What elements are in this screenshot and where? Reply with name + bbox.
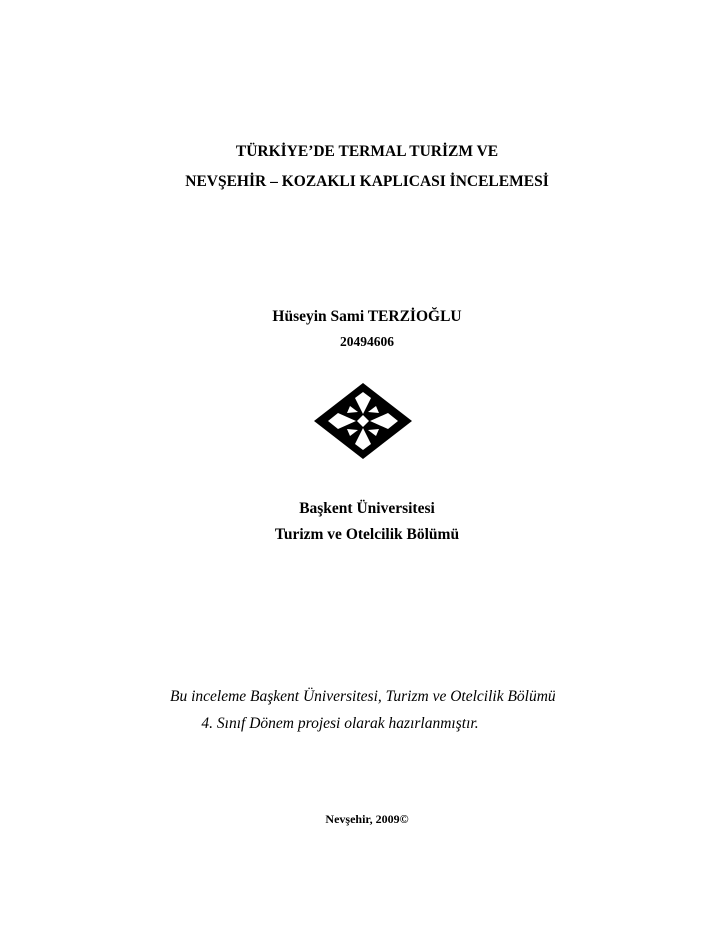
title-line-2: NEVŞEHİR – KOZAKLI KAPLICASI İNCELEMESİ [185, 173, 549, 190]
note-line-1: Bu inceleme Başkent Üniversitesi, Turizm ve Otelcilik Bölümü [170, 688, 556, 705]
department-name: Turizm ve Otelcilik Bölümü [274, 526, 460, 543]
author-name: Hüseyin Sami TERZİOĞLU [272, 308, 462, 325]
footer-place-year: Nevşehir, 2009© [325, 812, 409, 826]
university-name: Başkent Üniversitesi [299, 500, 435, 517]
university-logo-graphic [312, 382, 414, 460]
university-logo-icon [312, 382, 414, 460]
logo-inner-cross [328, 392, 398, 450]
title-line-1: TÜRKİYE’DE TERMAL TURİZM VE [235, 143, 499, 160]
student-number: 20494606 [340, 334, 394, 349]
note-line-2: 4. Sınıf Dönem projesi olarak hazırlanmıştır. [201, 715, 479, 732]
